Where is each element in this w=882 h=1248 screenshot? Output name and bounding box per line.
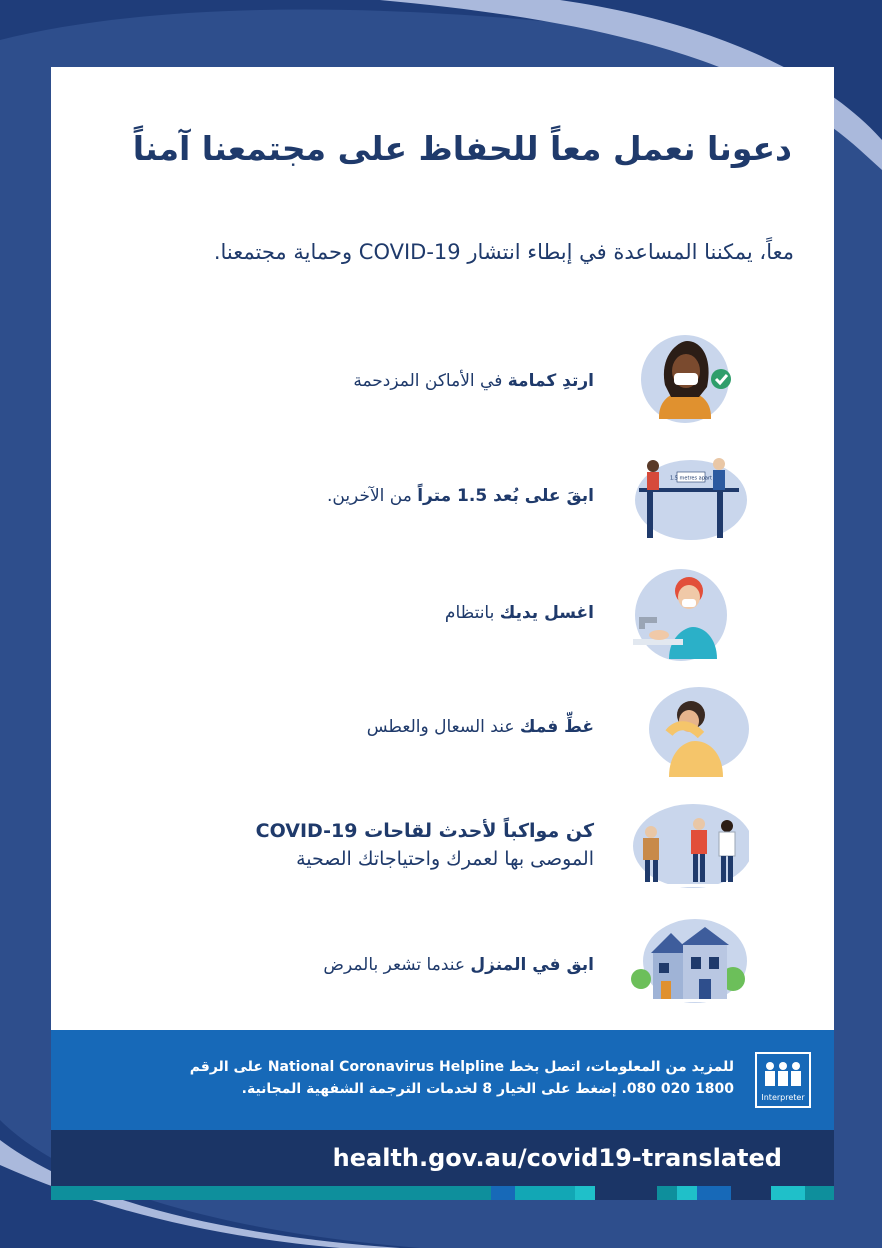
decorative-stripe — [51, 1186, 834, 1200]
vaccination-icon — [629, 802, 749, 902]
item-bold: اغسل يديك — [499, 603, 594, 623]
item-text — [323, 955, 594, 975]
item-bold: كن مواكباً لأحدث لقاحات COVID-19 — [255, 820, 594, 842]
poster-card — [51, 67, 834, 1030]
url-bar — [51, 1130, 834, 1186]
item-bold: ابق في المنزل — [470, 955, 594, 975]
item-text — [256, 820, 594, 870]
item-text — [353, 371, 594, 391]
list-item — [51, 335, 834, 435]
woman-with-mask-icon — [629, 335, 749, 435]
list-item — [51, 567, 834, 667]
item-text — [445, 603, 594, 623]
item-text — [327, 486, 594, 506]
helpline-line1-pre: للمزيد من المعلومات، اتصل بخط — [504, 1059, 734, 1075]
subtitle-post: وحماية مجتمعنا. — [213, 240, 359, 264]
item-rest: عندما تشعر بالمرض — [323, 955, 471, 975]
subtitle-pre: معاً، يمكننا المساعدة في إبطاء انتشار — [460, 240, 794, 264]
item-bold: ارتدِ كمامة — [507, 371, 594, 391]
interpreter-logo — [755, 1052, 811, 1108]
helpline-name: National Coronavirus Helpline — [267, 1059, 505, 1075]
helpline-line2: 1800 020 080. إضغط على الخيار 8 لخدمات الترجمة الشفهية المجانية. — [241, 1081, 734, 1097]
helpline-line1-post: على الرقم — [189, 1059, 268, 1075]
house-icon — [629, 917, 749, 1017]
item-rest: عند السعال والعطس — [366, 717, 520, 737]
subtitle — [214, 240, 794, 264]
list-item — [51, 452, 834, 552]
list-item — [51, 917, 834, 1017]
item-bold: ابقَ على بُعد 1.5 متراً — [417, 486, 594, 506]
item-line2: الموصى بها لعمرك واحتياجاتك الصحية — [296, 848, 594, 870]
interpreter-people-icon — [757, 1054, 809, 1106]
item-rest: من الآخرين. — [326, 486, 418, 506]
helpline-text — [190, 1056, 734, 1100]
website-url[interactable]: health.gov.au/covid19-translated — [332, 1144, 782, 1172]
social-distancing-icon — [629, 452, 749, 552]
distance-badge: 1.5 metres apart — [670, 475, 712, 482]
helpline-line1 — [190, 1056, 734, 1078]
subtitle-covid: COVID-19 — [358, 240, 461, 264]
list-item — [51, 802, 834, 902]
item-text — [367, 717, 594, 737]
hand-washing-icon — [629, 567, 749, 667]
page-title: دعونا نعمل معاً للحفاظ على مجتمعنا آمناً — [132, 129, 792, 168]
list-item — [51, 679, 834, 779]
interpreter-label: Interpreter — [761, 1093, 805, 1102]
item-bold: غطِّ فمك — [519, 717, 594, 737]
helpline-banner — [51, 1030, 834, 1130]
item-rest: في الأماكن المزدحمة — [353, 371, 508, 391]
item-rest: بانتظام — [444, 603, 500, 623]
cough-elbow-icon — [629, 679, 749, 779]
